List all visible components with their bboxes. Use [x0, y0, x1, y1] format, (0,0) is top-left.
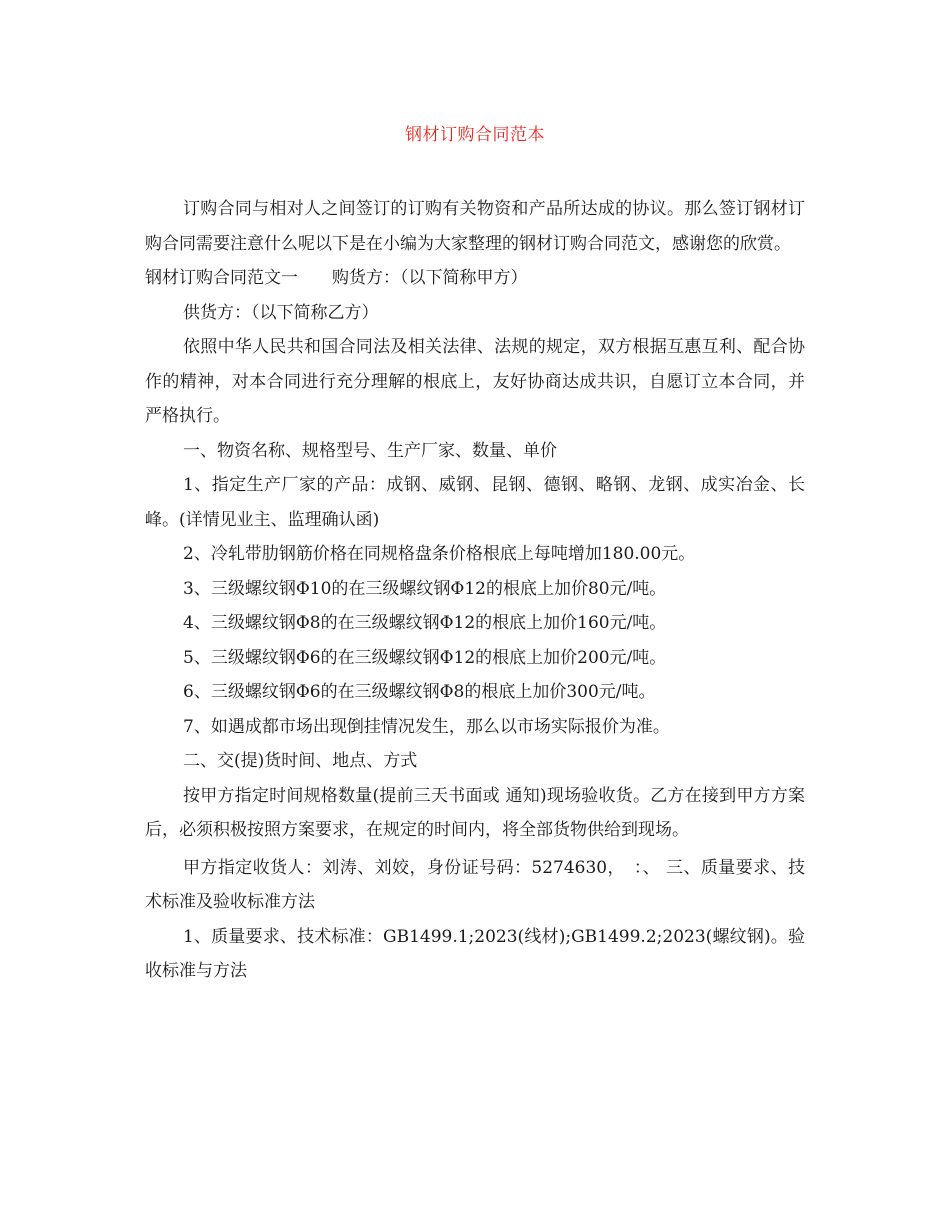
clause-2-receiver: 甲方指定收货人：刘涛、刘姣，身份证号码：5274630， ：、 三、质量要求、技术标准及验收标准方法: [145, 857, 805, 912]
paragraph-sample-heading: 钢材订购合同范文一 购货方：（以下简称甲方）: [145, 268, 528, 288]
clause-1-5: 5、三级螺纹钢Φ6的在三级螺纹钢Φ12的根底上加价200元/吨。: [183, 647, 667, 668]
clause-1-1: 1、指定生产厂家的产品：成钢、威钢、昆钢、德钢、略钢、龙钢、成实冶金、长峰。(详情见业主、监理确认函): [145, 475, 805, 530]
clause-1-3: 3、三级螺纹钢Φ10的在三级螺纹钢Φ12的根底上加价80元/吨。: [183, 578, 667, 599]
clause-3-1: 1、质量要求、技术标准：GB1499.1;2023(线材);GB1499.2;2023(螺纹钢)。验收标准与方法: [145, 926, 805, 981]
document-body: [145, 192, 805, 989]
section-heading-2: 二、交(提)货时间、地点、方式: [183, 751, 418, 771]
document-title: 钢材订购合同范本: [405, 125, 545, 145]
paragraph-intro: 订购合同与相对人之间签订的订购有关物资和产品所达成的协议。那么签订钢材订购合同需要注意什么呢以下是在小编为大家整理的钢材订购合同范文，感谢您的欣赏。: [145, 199, 805, 254]
clause-1-2: 2、冷轧带肋钢筋价格在同规格盘条价格根底上每吨增加180.00元。: [183, 544, 696, 564]
clause-1-6: 6、三级螺纹钢Φ6的在三级螺纹钢Φ8的根底上加价300元/吨。: [183, 682, 656, 702]
clause-1-7: 7、如遇成都市场出现倒挂情况发生，那么以市场实际报价为准。: [183, 716, 670, 737]
clause-2-delivery: 按甲方指定时间规格数量(提前三天书面或 通知)现场验收货。乙方在接到甲方方案后，必须积极按照方案要求，在规定的时间内，将全部货物供给到现场。: [145, 785, 805, 840]
section-heading-1: 一、物资名称、规格型号、生产厂家、数量、单价: [183, 440, 557, 461]
clause-1-4: 4、三级螺纹钢Φ8的在三级螺纹钢Φ12的根底上加价160元/吨。: [183, 613, 667, 633]
paragraph-supplier: 供货方：（以下简称乙方）: [183, 302, 379, 323]
paragraph-legal-basis: 依照中华人民共和国合同法及相关法律、法规的规定，双方根据互惠互利、配合协作的精神，对本合同进行充分理解的根底上，友好协商达成共识，自愿订立本合同，并严格执行。: [145, 337, 805, 426]
